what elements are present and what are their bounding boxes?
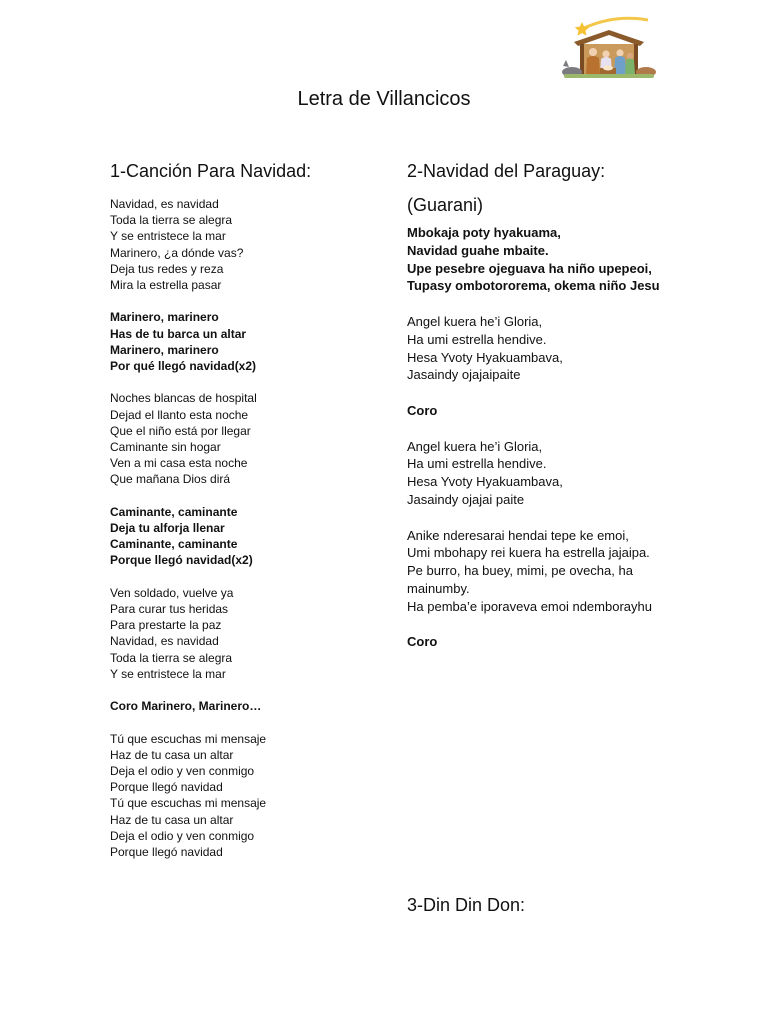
lyric-line: Caminante sin hogar [110, 440, 221, 455]
lyric-line: Toda la tierra se alegra [110, 213, 233, 228]
lyric-line: Hesa Yvoty Hyakuambava, [407, 349, 563, 365]
song-3-title: 3-Din Din Don: [407, 895, 526, 915]
lyric-line: Para prestarte la paz [110, 618, 222, 633]
lyric-line: Que mañana Dios dirá [110, 472, 231, 487]
stanza [407, 633, 677, 651]
lyric-line: Ha pemba’e iporaveva emoi ndemborayhu [407, 598, 652, 614]
lyric-line: Umi mbohapy rei kuera ha estrella jajaipa. [407, 545, 650, 561]
lyric-line: Tú que escuchas mi mensaje [110, 731, 267, 746]
lyric-line: Tupasy ombotororema, okema niño Jesu [407, 278, 660, 294]
lyric-line: Coro [407, 402, 438, 418]
lyric-line: Porque llegó navidad [110, 845, 223, 860]
stanza [110, 731, 380, 861]
stanza [407, 438, 677, 509]
lyric-line: Deja tu alforja llenar [110, 521, 225, 536]
stanza [407, 224, 677, 295]
lyric-line: Haz de tu casa un altar [110, 747, 234, 762]
stanza [110, 390, 380, 487]
lyric-line: Mbokaja poty hyakuama, [407, 225, 561, 240]
nativity-scene-image [560, 14, 658, 82]
stanza [110, 196, 380, 293]
lyric-line: Navidad, es navidad [110, 634, 219, 649]
lyric-line: Navidad guahe mbaite. [407, 242, 549, 258]
star-tail [584, 18, 648, 28]
lyric-line: Y se entristece la mar [110, 666, 226, 681]
star-icon [575, 22, 589, 36]
lyric-line: Porque llegó navidad(x2) [110, 553, 253, 568]
lyric-line: Pe burro, ha buey, mimi, pe ovecha, ha mainumby. [407, 563, 633, 596]
lyric-line: Ven soldado, vuelve ya [110, 585, 234, 600]
lyric-line: Deja tus redes y reza [110, 261, 224, 276]
lyric-line: Ha umi estrella hendive. [407, 331, 547, 347]
lyric-line: Deja el odio y ven conmigo [110, 764, 255, 779]
lyric-line: Hesa Yvoty Hyakuambava, [407, 474, 563, 490]
stanza [110, 698, 380, 714]
lyric-line: Que el niño está por llegar [110, 423, 251, 438]
ground [564, 74, 654, 78]
lyric-line: Mira la estrella pasar [110, 278, 222, 293]
lyric-line: Para curar tus heridas [110, 602, 229, 617]
lyric-line: Marinero, marinero [110, 310, 219, 325]
lyric-line: Dejad el llanto esta noche [110, 407, 249, 422]
lyric-line: Caminante, caminante [110, 537, 238, 552]
document-title: Letra de Villancicos [297, 88, 471, 110]
lyric-line: Has de tu barca un altar [110, 326, 247, 341]
stanza [110, 504, 380, 569]
lyric-line: Jasaindy ojajai paite [407, 491, 525, 507]
lyric-line: Coro Marinero, Marinero… [110, 699, 262, 714]
figure-joseph [586, 56, 600, 74]
lyric-line: Caminante, caminante [110, 504, 238, 519]
lyric-line: Coro [407, 634, 438, 650]
song-2-column [407, 158, 677, 669]
lyric-line: Jasaindy ojajaipaite [407, 367, 521, 383]
lyric-line: Y se entristece la mar [110, 229, 226, 244]
lyric-line: Marinero, ¿a dónde vas? [110, 245, 244, 260]
song-1-lyrics [110, 196, 380, 860]
figure-joseph-head [589, 48, 597, 56]
lyric-line: Deja el odio y ven conmigo [110, 828, 255, 843]
stanza [110, 309, 380, 374]
stanza [407, 402, 677, 420]
lyric-line: Navidad, es navidad [110, 197, 219, 211]
lyric-line: Toda la tierra se alegra [110, 650, 233, 665]
lyric-line: Tú que escuchas mi mensaje [110, 796, 267, 811]
song-1-column [110, 158, 380, 876]
song-2-lyrics [407, 224, 677, 651]
song-2-subtitle: (Guarani) [407, 195, 484, 215]
lyric-line: Noches blancas de hospital [110, 391, 257, 406]
lyric-line: Por qué llegó navidad(x2) [110, 359, 257, 374]
lyric-line: Ha umi estrella hendive. [407, 456, 547, 472]
lyric-line: Angel kuera he’i Gloria, [407, 313, 543, 329]
lyric-line: Ven a mi casa esta noche [110, 456, 248, 471]
lyric-line: Angel kuera he’i Gloria, [407, 438, 543, 454]
song-1-title: 1-Canción Para Navidad: [110, 161, 312, 181]
lyric-line: Upe pesebre ojeguava ha niño upepeoi, [407, 260, 652, 276]
stanza [407, 527, 677, 616]
stanza [110, 585, 380, 682]
lyric-line: Anike nderesarai hendai tepe ke emoi, [407, 527, 629, 543]
lyric-line: Haz de tu casa un altar [110, 812, 234, 827]
stanza [407, 313, 677, 384]
lyric-line: Marinero, marinero [110, 342, 219, 357]
song-2-title: 2-Navidad del Paraguay: [407, 161, 606, 181]
lyric-line: Porque llegó navidad [110, 780, 223, 795]
